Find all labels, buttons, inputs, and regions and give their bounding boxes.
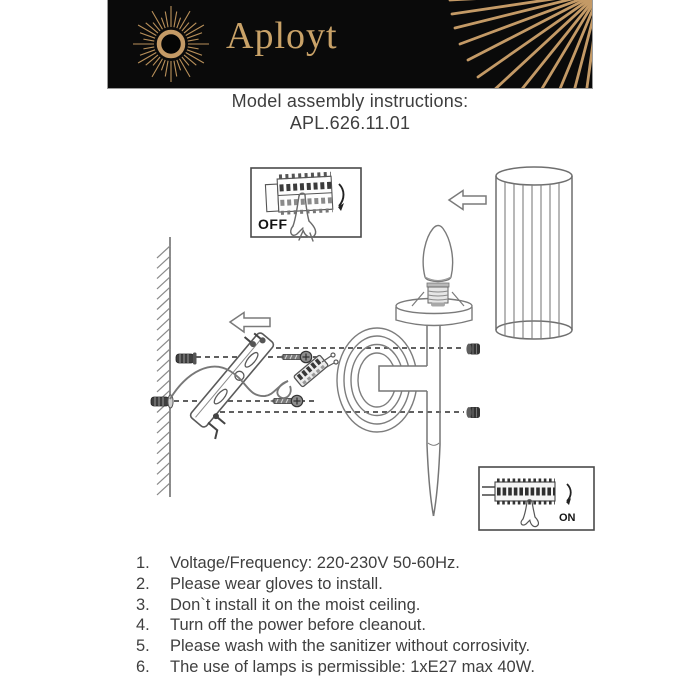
instruction-item (136, 574, 676, 595)
wall (157, 237, 170, 497)
power-on-inset (479, 467, 594, 530)
item-number: 5. (136, 637, 150, 656)
thumbscrew-bottom (466, 407, 480, 418)
model-number: APL.626.11.01 (289, 113, 411, 133)
power-off-inset (251, 168, 361, 241)
wall-anchor-top (176, 353, 197, 365)
brand-name: Aployt (226, 15, 338, 57)
item-number: 6. (136, 657, 150, 676)
item-number: 1. (136, 554, 150, 572)
arrow-left-bracket (230, 313, 270, 333)
corner-rays-decor (372, 0, 592, 88)
instruction-item (136, 615, 676, 636)
page-title: Model assembly instructions: (231, 91, 469, 111)
instruction-item (136, 553, 676, 574)
item-text: The use of lamps is permissible: 1xE27 max 40W. (170, 657, 535, 676)
instruction-item (136, 636, 676, 657)
sunburst-core (159, 32, 183, 56)
arrow-left-shade (449, 191, 486, 210)
item-text: Turn off the power before cleanout. (170, 616, 426, 635)
mounting-screw-top (279, 351, 312, 362)
item-text: Don`t install it on the moist ceiling. (170, 595, 421, 614)
item-number: 3. (136, 595, 150, 614)
mounting-bracket (182, 326, 286, 439)
wall-anchor-bottom (151, 395, 173, 408)
lamp-stem (379, 322, 440, 516)
candle-bulb (412, 226, 464, 307)
title-block (0, 90, 700, 134)
item-text: Please wear gloves to install. (170, 574, 383, 593)
bulb-neck (427, 283, 449, 287)
glass-shade (496, 167, 572, 339)
instruction-list (136, 553, 676, 678)
assembly-diagram (0, 150, 700, 550)
sunburst-logo-icon (126, 0, 216, 88)
instruction-item (136, 657, 676, 678)
thumbscrew-top (466, 344, 480, 355)
item-number: 2. (136, 574, 150, 593)
on-label: ON (559, 512, 576, 524)
off-label: OFF (258, 216, 288, 232)
instruction-item (136, 595, 676, 616)
brand-banner (108, 0, 592, 88)
item-number: 4. (136, 616, 150, 635)
item-text: Voltage/Frequency: 220-230V 50-60Hz. (170, 554, 460, 572)
item-text: Please wash with the sanitizer without corrosivity. (170, 637, 531, 656)
